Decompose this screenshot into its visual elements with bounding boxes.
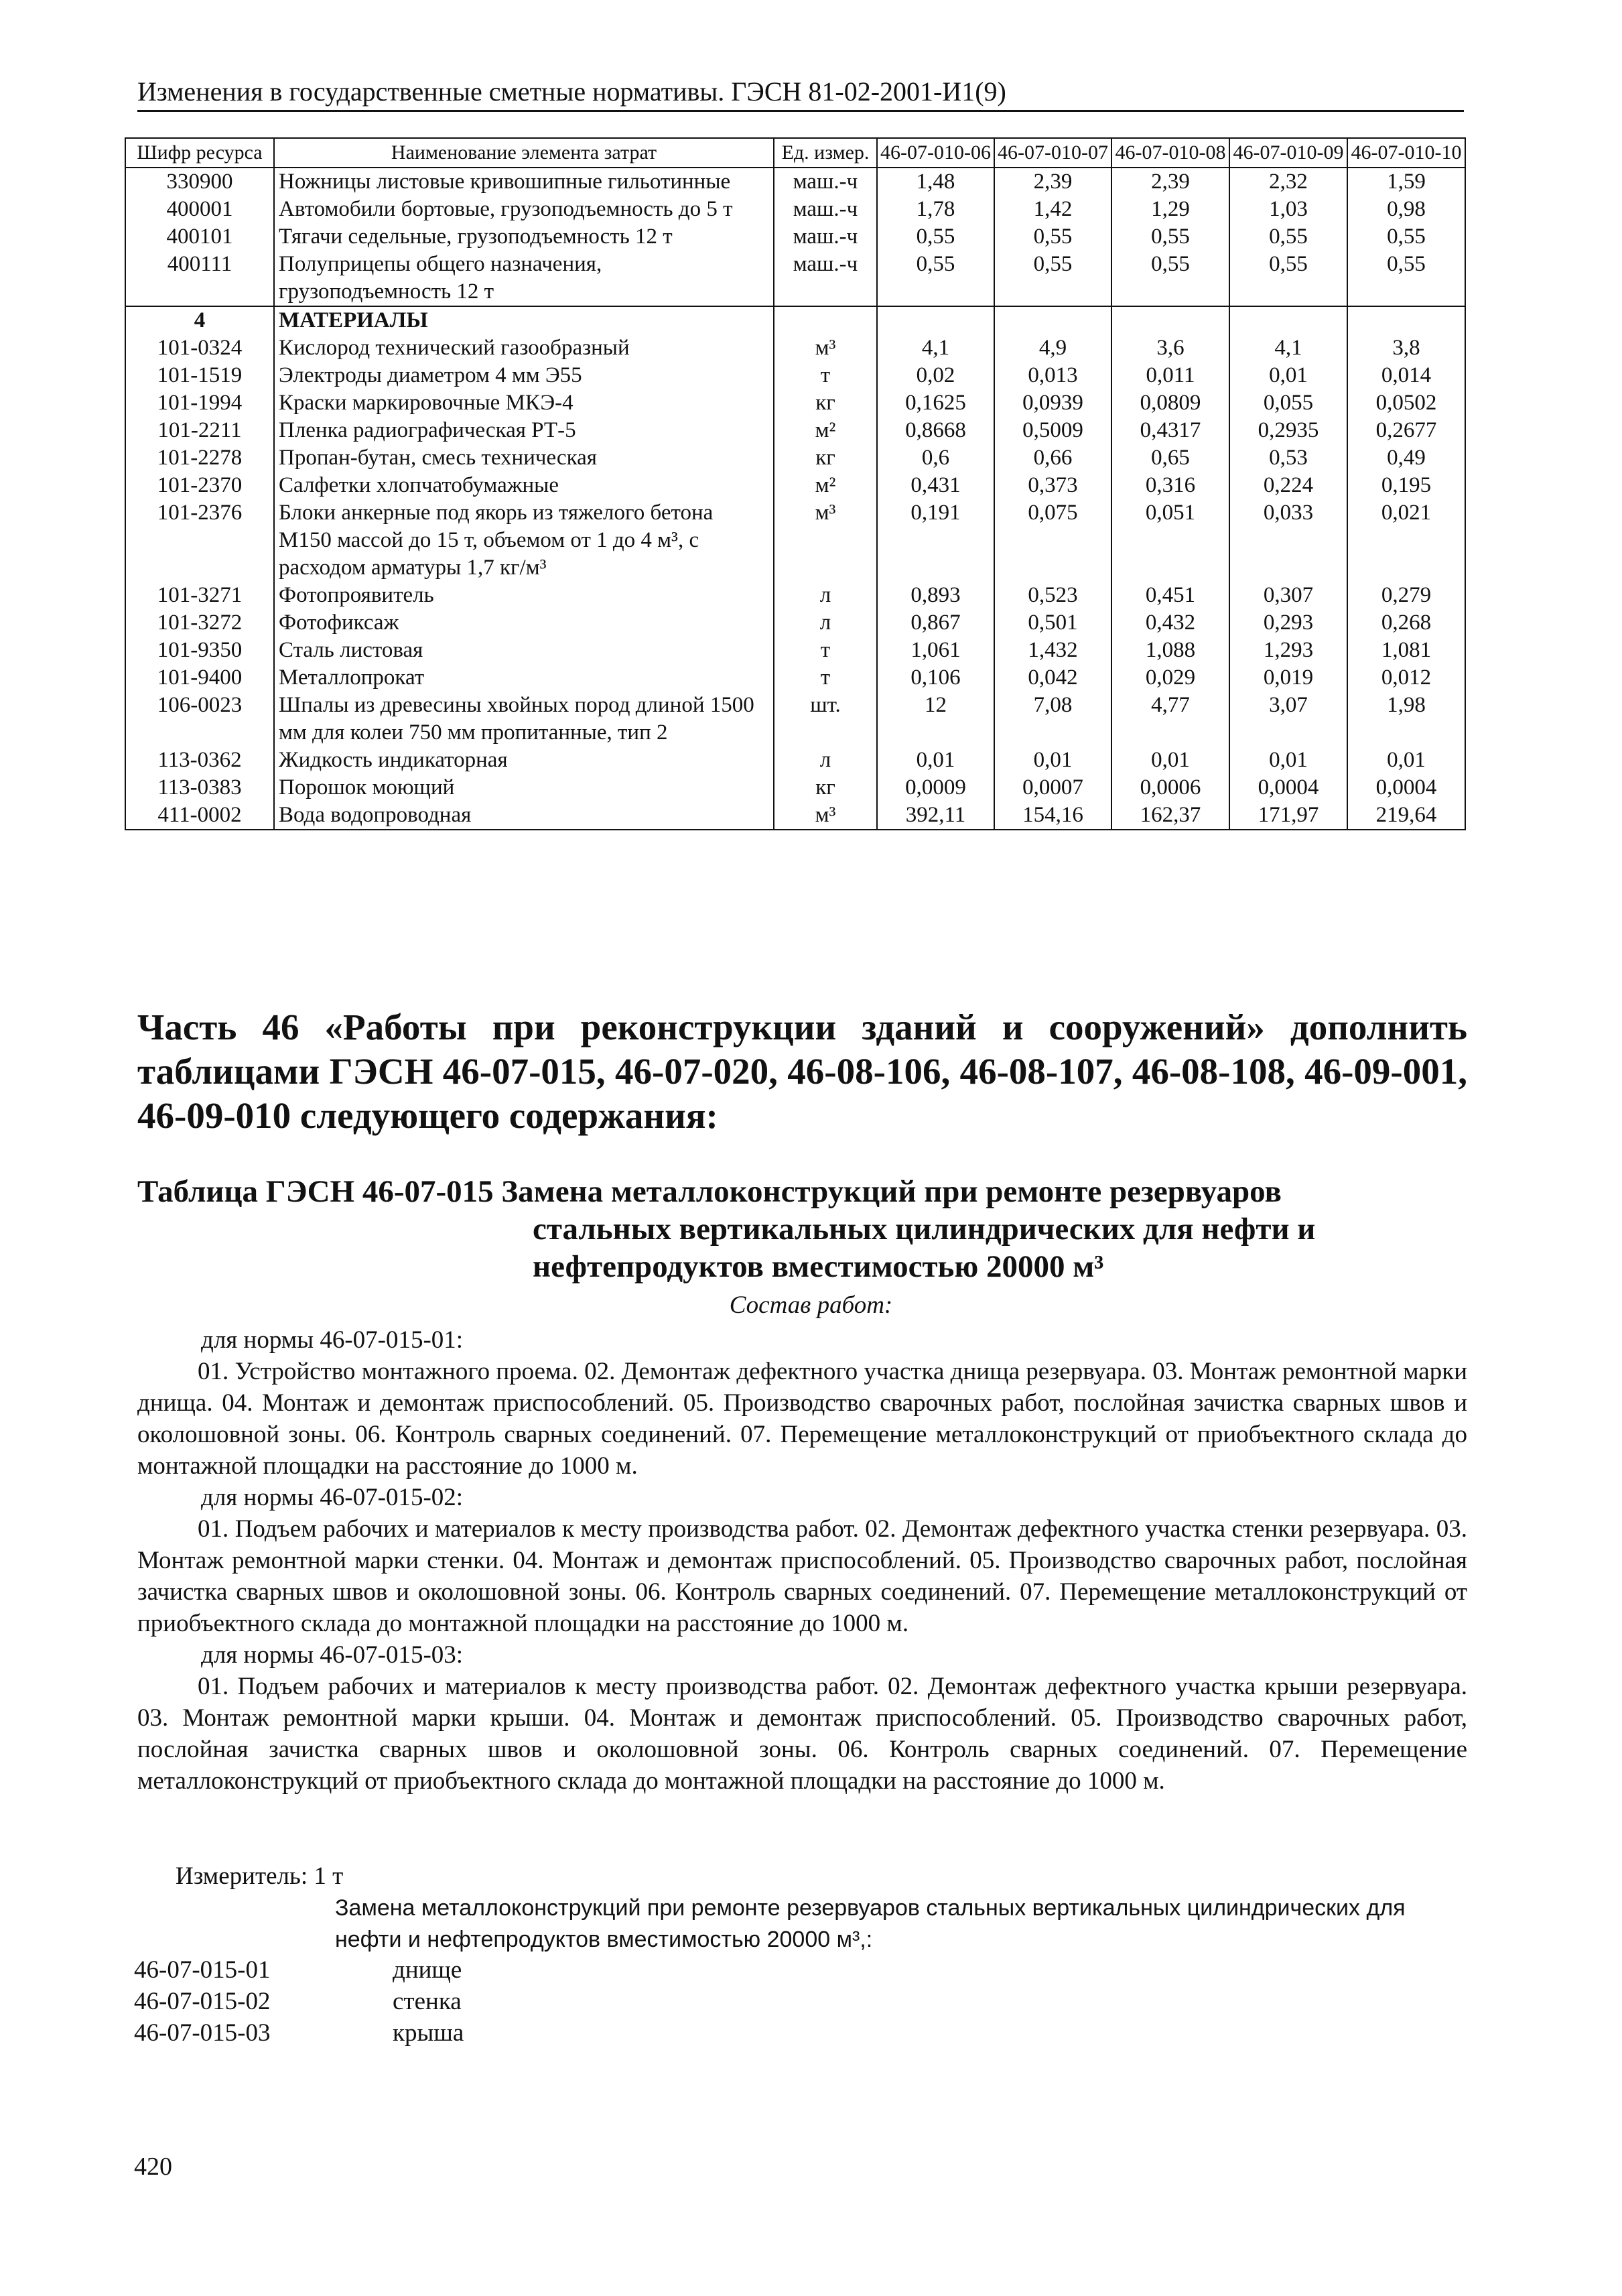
table-title-line: стальных вертикальных цилиндрических для нефти и [533, 1212, 1316, 1247]
value-cell: 0,029 [1111, 664, 1229, 692]
table-row [125, 168, 1465, 196]
value-cell: 2,39 [1111, 168, 1229, 196]
table-row [125, 774, 1465, 802]
resource-code-cell: 101-2278 [125, 444, 274, 472]
value-cell: 0,55 [1111, 223, 1229, 251]
unit-cell: кг [774, 389, 877, 417]
table-row [125, 389, 1465, 417]
value-cell: 0,307 [1229, 582, 1347, 609]
norm-text: 01. Подъем рабочих и материалов к месту производства работ. 02. Демонтаж дефектного участка стенки резервуара. 03. Монтаж ремонтной марки стенки. 04. Монтаж и демонтаж приспособлений. 05. Производство сварочных работ, послойная зачистка сварных швов и околошовной зоны. 06. Контроль сварных соединений. 07. Перемещение металлоконструкций от приобъектного склада до монтажной площадки на расстояние до 1000 м. [137, 1515, 1467, 1637]
value-cell: 0,373 [994, 472, 1111, 499]
unit-cell: т [774, 664, 877, 692]
value-cell: 2,32 [1229, 168, 1347, 196]
value-cell: 12 [877, 692, 994, 747]
value-cell: 1,59 [1347, 168, 1465, 196]
section-row [125, 306, 1465, 334]
resource-code-cell: 101-2370 [125, 472, 274, 499]
resource-name-cell: Пропан-бутан, смесь техническая [274, 444, 774, 472]
value-cell: 0,432 [1111, 609, 1229, 637]
value-cell: 3,07 [1229, 692, 1347, 747]
resource-name-cell: Ножницы листовые кривошипные гильотинные [274, 168, 774, 196]
norm-variant [134, 1954, 464, 1986]
value-cell: 1,432 [994, 637, 1111, 664]
value-cell: 0,893 [877, 582, 994, 609]
table-title [137, 1173, 1467, 1285]
value-cell: 0,53 [1229, 444, 1347, 472]
resource-code-cell: 330900 [125, 168, 274, 196]
value-cell: 0,523 [994, 582, 1111, 609]
resource-code-cell: 101-1519 [125, 362, 274, 389]
value-cell: 219,64 [1347, 802, 1465, 830]
unit-cell: м³ [774, 802, 877, 830]
unit-cell: маш.-ч [774, 223, 877, 251]
value-cell: 0,01 [994, 747, 1111, 774]
part-heading: Часть 46 «Работы при реконструкции зданий и сооружений» дополнить таблицами ГЭСН 46-07-015, 46-07-020, 46-08-106, 46-08-107, 46-08-108, 46-09-001, 46-09-010 следующего содержания: [137, 1007, 1467, 1136]
value-cell: 0,8668 [877, 417, 994, 444]
value-cell: 0,2935 [1229, 417, 1347, 444]
value-cell: 0,55 [1347, 251, 1465, 306]
value-cell: 1,78 [877, 196, 994, 223]
unit-cell: л [774, 609, 877, 637]
resource-code-cell: 106-0023 [125, 692, 274, 747]
value-cell: 1,061 [877, 637, 994, 664]
value-cell: 0,98 [1347, 196, 1465, 223]
page-number: 420 [134, 2153, 172, 2181]
resource-code-cell: 400101 [125, 223, 274, 251]
table-row [125, 802, 1465, 830]
value-cell: 1,081 [1347, 637, 1465, 664]
resource-code-cell: 113-0362 [125, 747, 274, 774]
resource-name-cell: Фотофиксаж [274, 609, 774, 637]
resource-name-cell: Краски маркировочные МКЭ-4 [274, 389, 774, 417]
value-cell: 0,019 [1229, 664, 1347, 692]
unit-cell: кг [774, 444, 877, 472]
value-cell: 0,0007 [994, 774, 1111, 802]
unit-cell: т [774, 637, 877, 664]
value-cell: 0,042 [994, 664, 1111, 692]
running-header: Изменения в государственные сметные нормативы. ГЭСН 81-02-2001-И1(9) [137, 75, 1464, 112]
table-row [125, 196, 1465, 223]
value-cell: 0,01 [1111, 747, 1229, 774]
value-cell: 154,16 [994, 802, 1111, 830]
header-unit: Ед. измер. [774, 138, 877, 168]
resource-name-cell: Фотопроявитель [274, 582, 774, 609]
norm-label: для нормы 46-07-015-03: [201, 1641, 464, 1669]
resource-name-cell: Тягачи седельные, грузоподъемность 12 т [274, 223, 774, 251]
value-cell: 0,867 [877, 609, 994, 637]
norm-variant [134, 1986, 464, 2017]
resource-code-cell: 101-0324 [125, 334, 274, 362]
value-cell: 2,39 [994, 168, 1111, 196]
value-cell: 0,0939 [994, 389, 1111, 417]
value-cell: 1,42 [994, 196, 1111, 223]
value-cell: 4,1 [1229, 334, 1347, 362]
value-cell: 0,431 [877, 472, 994, 499]
norm-text: 01. Подъем рабочих и материалов к месту производства работ. 02. Демонтаж дефектного участка крыши резервуара. 03. Монтаж ремонтной марки крыши. 04. Монтаж и демонтаж приспособлений. 05. Производство сварочных работ, послойная зачистка сварных швов и околошовной зоны. 06. Контроль сварных соединений. 07. Перемещение металлоконструкций от приобъектного склада до монтажной площадки на расстояние до 1000 м. [137, 1673, 1467, 1795]
value-cell: 162,37 [1111, 802, 1229, 830]
value-cell: 0,106 [877, 664, 994, 692]
table-row [125, 637, 1465, 664]
resource-name-cell: Блоки анкерные под якорь из тяжелого бетона М150 массой до 15 т, объемом от 1 до 4 м³, с расходом арматуры 1,7 кг/м³ [274, 499, 774, 582]
unit-cell: м³ [774, 499, 877, 582]
unit-cell: маш.-ч [774, 251, 877, 306]
resource-code-cell: 400001 [125, 196, 274, 223]
value-cell: 0,0502 [1347, 389, 1465, 417]
empty-cell [1229, 306, 1347, 334]
table-row [125, 664, 1465, 692]
resource-name-cell: Салфетки хлопчатобумажные [274, 472, 774, 499]
value-cell: 4,9 [994, 334, 1111, 362]
value-cell: 0,268 [1347, 609, 1465, 637]
empty-cell [994, 306, 1111, 334]
resource-name-cell: Автомобили бортовые, грузоподъемность до 5 т [274, 196, 774, 223]
empty-cell [877, 306, 994, 334]
value-cell: 0,033 [1229, 499, 1347, 582]
header-col: 46-07-010-10 [1347, 138, 1465, 168]
unit-cell: л [774, 747, 877, 774]
table-row [125, 499, 1465, 582]
header-col: 46-07-010-06 [877, 138, 994, 168]
value-cell: 0,01 [1347, 747, 1465, 774]
resource-name-cell: Кислород технический газообразный [274, 334, 774, 362]
empty-cell [1111, 306, 1229, 334]
value-cell: 0,01 [1229, 362, 1347, 389]
table-row [125, 362, 1465, 389]
resource-name-cell: Сталь листовая [274, 637, 774, 664]
value-cell: 0,1625 [877, 389, 994, 417]
resource-code-cell: 400111 [125, 251, 274, 306]
unit-cell: м³ [774, 334, 877, 362]
composition-heading: Состав работ: [729, 1291, 893, 1319]
value-cell: 1,98 [1347, 692, 1465, 747]
resource-name-cell: Жидкость индикаторная [274, 747, 774, 774]
table-row [125, 444, 1465, 472]
value-cell: 0,055 [1229, 389, 1347, 417]
norm-variant-label: стенка [393, 1988, 462, 2015]
resource-name-cell: Вода водопроводная [274, 802, 774, 830]
resource-name-cell: Металлопрокат [274, 664, 774, 692]
unit-cell: т [774, 362, 877, 389]
resource-code-cell: 101-9350 [125, 637, 274, 664]
value-cell: 0,0009 [877, 774, 994, 802]
unit-cell: м² [774, 472, 877, 499]
resource-name-cell: Полуприцепы общего назначения, грузоподъемность 12 т [274, 251, 774, 306]
value-cell: 0,01 [877, 747, 994, 774]
resource-name-cell: Электроды диаметром 4 мм Э55 [274, 362, 774, 389]
value-cell: 1,48 [877, 168, 994, 196]
norm-variants [134, 1954, 464, 2049]
norm-variant-label: днище [393, 1956, 462, 1984]
value-cell: 0,6 [877, 444, 994, 472]
table-row [125, 251, 1465, 306]
value-cell: 0,021 [1347, 499, 1465, 582]
value-cell: 1,03 [1229, 196, 1347, 223]
norm-variant-code: 46-07-015-02 [134, 1988, 271, 2015]
norm-label: для нормы 46-07-015-01: [201, 1326, 464, 1354]
unit-cell: маш.-ч [774, 196, 877, 223]
value-cell: 0,55 [877, 223, 994, 251]
measurer-description: Замена металлоконструкций при ремонте резервуаров стальных вертикальных цилиндрических для нефти и нефтепродуктов вместимостью 20000 м³,: [335, 1895, 1406, 1952]
value-cell: 0,195 [1347, 472, 1465, 499]
table-header-row [125, 138, 1465, 168]
resource-code-cell: 101-9400 [125, 664, 274, 692]
header-col: 46-07-010-07 [994, 138, 1111, 168]
value-cell: 0,55 [1229, 251, 1347, 306]
value-cell: 0,02 [877, 362, 994, 389]
value-cell: 0,55 [994, 251, 1111, 306]
header-col: 46-07-010-08 [1111, 138, 1229, 168]
value-cell: 392,11 [877, 802, 994, 830]
value-cell: 0,0809 [1111, 389, 1229, 417]
table-row [125, 334, 1465, 362]
value-cell: 171,97 [1229, 802, 1347, 830]
resource-cost-table [125, 137, 1466, 830]
value-cell: 0,012 [1347, 664, 1465, 692]
value-cell: 0,2677 [1347, 417, 1465, 444]
table-row [125, 692, 1465, 747]
unit-cell: м² [774, 417, 877, 444]
norm-label: для нормы 46-07-015-02: [201, 1484, 464, 1511]
value-cell: 0,0006 [1111, 774, 1229, 802]
value-cell: 0,66 [994, 444, 1111, 472]
table-row [125, 223, 1465, 251]
value-cell: 0,013 [994, 362, 1111, 389]
table-title-line: Таблица ГЭСН 46-07-015 Замена металлоконструкций при ремонте резервуаров [137, 1174, 1282, 1209]
work-composition [137, 1324, 1467, 1797]
value-cell: 0,501 [994, 609, 1111, 637]
value-cell: 1,29 [1111, 196, 1229, 223]
resource-code-cell: 101-2211 [125, 417, 274, 444]
value-cell: 1,088 [1111, 637, 1229, 664]
value-cell: 0,451 [1111, 582, 1229, 609]
value-cell: 1,293 [1229, 637, 1347, 664]
resource-code-cell: 101-2376 [125, 499, 274, 582]
value-cell: 0,65 [1111, 444, 1229, 472]
resource-code-cell: 411-0002 [125, 802, 274, 830]
value-cell: 0,224 [1229, 472, 1347, 499]
value-cell: 0,0004 [1347, 774, 1465, 802]
value-cell: 0,5009 [994, 417, 1111, 444]
unit-cell: кг [774, 774, 877, 802]
value-cell: 7,08 [994, 692, 1111, 747]
header-col: 46-07-010-09 [1229, 138, 1347, 168]
value-cell: 0,051 [1111, 499, 1229, 582]
value-cell: 0,49 [1347, 444, 1465, 472]
value-cell: 0,293 [1229, 609, 1347, 637]
value-cell: 0,55 [1111, 251, 1229, 306]
value-cell: 0,55 [1229, 223, 1347, 251]
table-body [125, 168, 1465, 830]
header-code: Шифр ресурса [125, 138, 274, 168]
value-cell: 0,316 [1111, 472, 1229, 499]
value-cell: 0,55 [877, 251, 994, 306]
value-cell: 0,01 [1229, 747, 1347, 774]
resource-code-cell: 101-3271 [125, 582, 274, 609]
table-row [125, 417, 1465, 444]
value-cell: 0,075 [994, 499, 1111, 582]
table-title-line: нефтепродуктов вместимостью 20000 м³ [533, 1249, 1104, 1284]
resource-name-cell: Шпалы из древесины хвойных пород длиной 1500 мм для колеи 750 мм пропитанные, тип 2 [274, 692, 774, 747]
value-cell: 0,011 [1111, 362, 1229, 389]
header-name: Наименование элемента затрат [274, 138, 774, 168]
resource-name-cell: Пленка радиографическая РТ-5 [274, 417, 774, 444]
table-row [125, 747, 1465, 774]
value-cell: 4,1 [877, 334, 994, 362]
unit-cell: шт. [774, 692, 877, 747]
table-row [125, 582, 1465, 609]
measurer: Измеритель: 1 т [176, 1862, 344, 1890]
norm-variant-code: 46-07-015-03 [134, 2019, 271, 2047]
value-cell: 3,8 [1347, 334, 1465, 362]
value-cell: 0,55 [994, 223, 1111, 251]
norm-text: 01. Устройство монтажного проема. 02. Демонтаж дефектного участка днища резервуара. 03. Монтаж ремонтной марки днища. 04. Монтаж и демонтаж приспособлений. 05. Производство сварочных работ, послойная зачистка сварных швов и околошовной зоны. 06. Контроль сварных соединений. 07. Перемещение металлоконструкций от приобъектного склада до монтажной площадки на расстояние до 1000 м. [137, 1358, 1467, 1480]
resource-code-cell: 113-0383 [125, 774, 274, 802]
value-cell: 0,4317 [1111, 417, 1229, 444]
table-row [125, 609, 1465, 637]
value-cell: 0,014 [1347, 362, 1465, 389]
norm-variant-code: 46-07-015-01 [134, 1956, 271, 1984]
value-cell: 0,279 [1347, 582, 1465, 609]
unit-cell: л [774, 582, 877, 609]
value-cell: 0,0004 [1229, 774, 1347, 802]
resource-name-cell: Порошок моющий [274, 774, 774, 802]
norm-variant-label: крыша [393, 2019, 464, 2047]
value-cell: 0,55 [1347, 223, 1465, 251]
table-row [125, 472, 1465, 499]
value-cell: 3,6 [1111, 334, 1229, 362]
value-cell: 0,191 [877, 499, 994, 582]
resource-code-cell: 101-1994 [125, 389, 274, 417]
section-name-cell: МАТЕРИАЛЫ [274, 306, 774, 334]
norm-variant [134, 2017, 464, 2049]
unit-cell: маш.-ч [774, 168, 877, 196]
section-code-cell: 4 [125, 306, 274, 334]
empty-cell [1347, 306, 1465, 334]
resource-code-cell: 101-3272 [125, 609, 274, 637]
value-cell: 4,77 [1111, 692, 1229, 747]
empty-cell [774, 306, 877, 334]
